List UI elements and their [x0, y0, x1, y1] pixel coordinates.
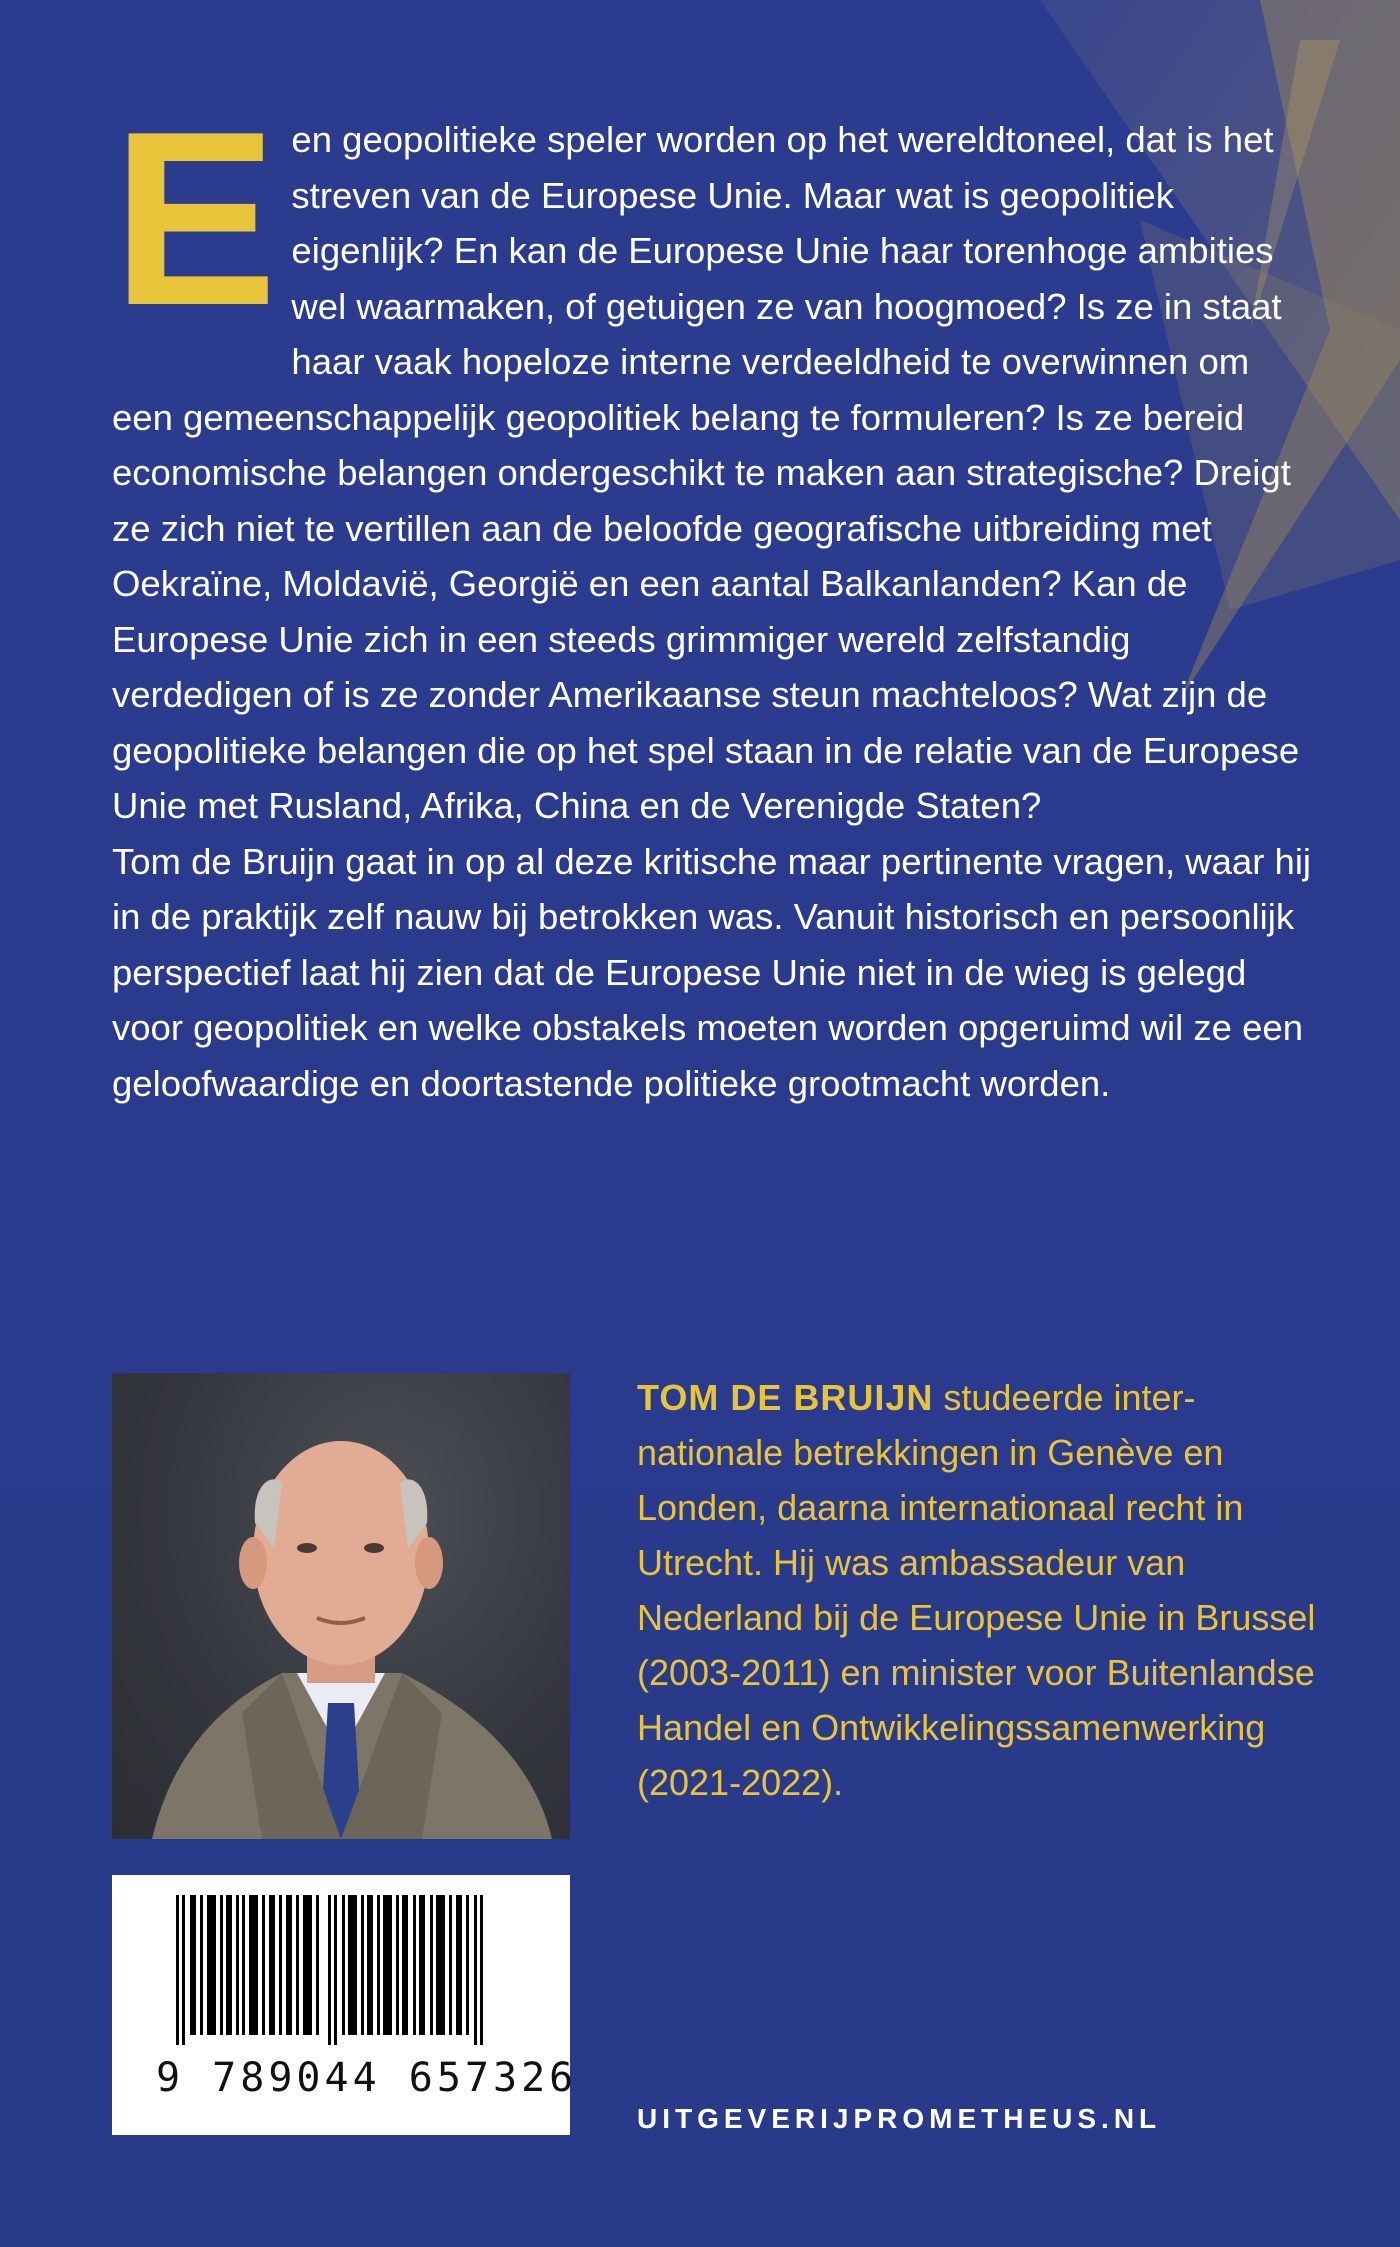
author-photo — [112, 1373, 570, 1839]
blurb-paragraph-2: Tom de Bruijn gaat in op al deze kritische maar pertinente vragen, waar hij in de praktijk zelf nauw bij betrokken was. Vanuit historisch en persoonlijk perspectief laat hij zien dat de Europese Unie niet in de wieg is gelegd voor geopolitiek en welke obstakels moeten worden opgeruimd wil ze een geloofwaardige en doortastende politieke grootmacht worden. — [112, 840, 1312, 1104]
isbn-barcode — [112, 1875, 578, 2135]
author-name: TOM DE BRUIJN — [637, 1377, 934, 1418]
author-bio — [637, 1370, 1317, 1810]
drop-cap: E — [112, 79, 278, 357]
isbn-number: 9 789044 657326 — [156, 2055, 578, 2101]
author-bio-text: studeerde internationale betrekkingen in Genève en Londen, daarna internationaal recht in Utrecht. Hij was ambassadeur van Nederland bij de Europese Unie in Brussel (2003-2011) en minister voor Buitenlandse Handel en Ontwikkelingssamenwerking (2021-2022). — [637, 1377, 1316, 1803]
publisher-url[interactable]: UITGEVERIJPROMETHEUS.NL — [637, 2103, 1162, 2134]
blurb — [112, 79, 1312, 1111]
blurb-paragraph-1: en geopolitieke speler worden op het wereldtoneel, dat is het streven van de Europese Unie. Maar wat is geopolitiek eigenlijk? En kan de Europese Unie haar torenhoge ambities wel waarmaken, of getuigen ze van hoogmoed? Is ze in staat haar vaak hopeloze interne verdeeldheid te overwinnen om een gemeenschappelijk geopolitiek belang te formuleren? Is ze bereid economische belangen ondergeschikt te maken aan strategische? Dreigt ze zich niet te vertillen aan de beloofde geografische uitbreiding met Oekraïne, Moldavië, Georgië en een aantal Balkanlanden? Kan de Europese Unie zich in een steeds grimmiger wereld zelfstandig verdedigen of is ze zonder Amerikaanse steun machteloos? Wat zijn de geopolitieke belangen die op het spel staan in de relatie van de Europese Unie met Rusland, Afrika, China en de Verenigde Staten? — [112, 119, 1300, 826]
barcode-bars — [136, 1895, 546, 2045]
